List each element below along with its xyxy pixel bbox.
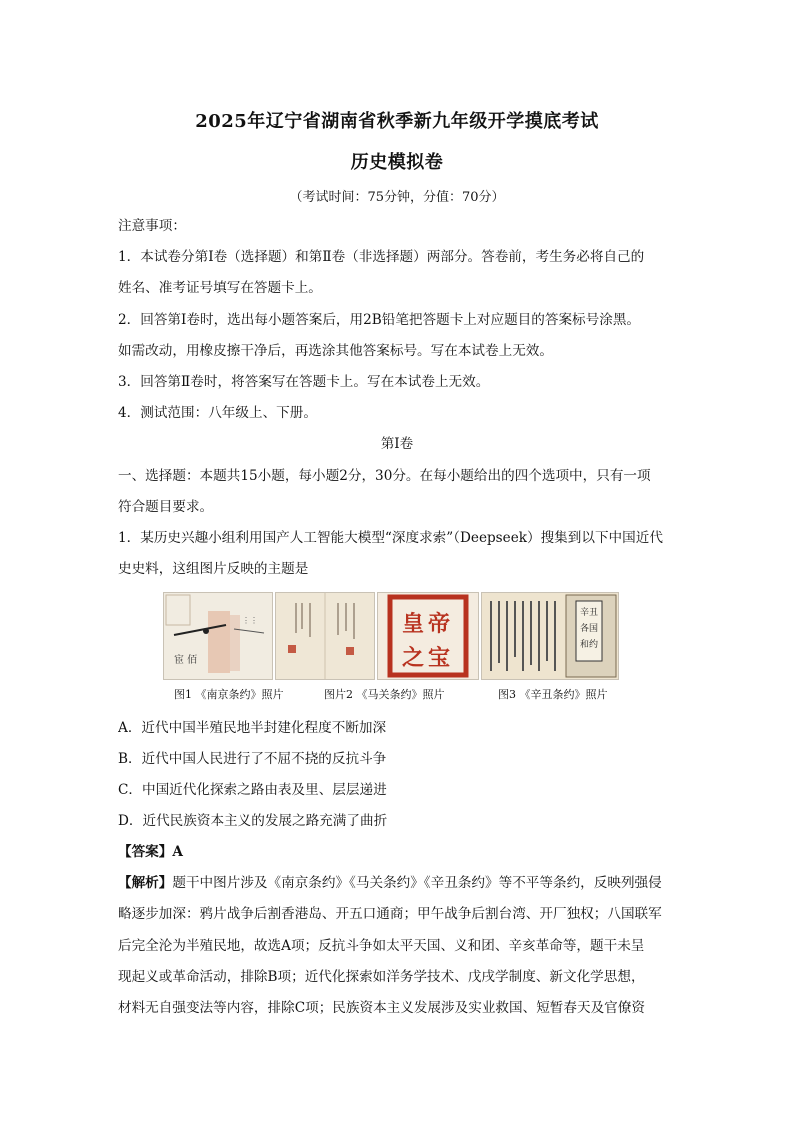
- analysis-head: 【解析】: [118, 875, 173, 891]
- seal-text-top: 皇帝: [401, 611, 455, 637]
- question-stem: 1．某历史兴趣小组利用国产人工智能大模型“深度求索”（Deepseek）搜集到以下中国近代: [118, 530, 663, 546]
- svg-text:宦 佰: 宦 佰: [174, 655, 198, 666]
- option-d: D．近代民族资本主义的发展之路充满了曲折: [118, 813, 388, 829]
- notes-line: 姓名、准考证号填写在答题卡上。: [118, 280, 322, 296]
- analysis-line: 后完全沦为半殖民地，故选A项；反抗斗争如太平天国、义和团、辛亥革命等，题干未呈: [118, 938, 645, 954]
- answer: 【答案】A: [118, 844, 183, 860]
- analysis-line: 略逐步加深：鸦片战争后割香港岛、开五口通商；甲午战争后割台湾、开厂独权；八国联军: [118, 906, 662, 922]
- notes-line: 3．回答第Ⅱ卷时，将答案写在答题卡上。写在本试卷上无效。: [118, 374, 490, 390]
- svg-text:和约: 和约: [579, 640, 599, 650]
- section-instruction: 一、选择题：本题共15小题，每小题2分，30分。在每小题给出的四个选项中，只有一项: [118, 468, 651, 484]
- figure-caption: 图片2 《马关条约》照片: [324, 688, 445, 701]
- option-a: A．近代中国半殖民地半封建化程度不断加深: [118, 720, 387, 736]
- exam-meta: （考试时间：75分钟，分值：70分）: [289, 190, 505, 205]
- figure-caption: 图1 《南京条约》照片: [174, 688, 284, 701]
- exam-subtitle: 历史模拟卷: [350, 152, 444, 173]
- figure-caption: 图3 《辛丑条约》照片: [498, 688, 608, 701]
- analysis-text: 题干中图片涉及《南京条约》《马关条约》《辛丑条约》等不平等条约，反映列强侵: [172, 875, 662, 891]
- svg-text:各国: 各国: [579, 624, 599, 634]
- notes-line: 如需改动，用橡皮擦干净后，再选涂其他答案标号。写在本试卷上无效。: [118, 343, 553, 359]
- notes-line: 1．本试卷分第Ⅰ卷（选择题）和第Ⅱ卷（非选择题）两部分。答卷前，考生务必将自己的: [118, 249, 645, 265]
- option-c: C．中国近代化探索之路由表及里、层层递进: [118, 782, 387, 798]
- notes-line: 4．测试范围：八年级上、下册。: [118, 405, 317, 421]
- exam-title: 2025年辽宁省湖南省秋季新九年级开学摸底考试: [195, 111, 599, 132]
- xinchou-treaty-photo: [481, 592, 619, 680]
- section-label: 第Ⅰ卷: [380, 436, 414, 452]
- imperial-seal-photo: [377, 592, 479, 680]
- notes-heading: 注意事项：: [118, 218, 186, 234]
- nanjing-treaty-photo: [163, 592, 273, 680]
- svg-text:⋮⋮: ⋮⋮: [242, 616, 258, 625]
- seal-text-bottom: 之宝: [401, 645, 455, 671]
- figure-strip: [163, 592, 617, 678]
- notes-line: 2．回答第Ⅰ卷时，选出每小题答案后，用2B铅笔把答题卡上对应题目的答案标号涂黑。: [118, 312, 641, 328]
- analysis-line: 材料无自强变法等内容，排除C项；民族资本主义发展涉及实业救国、短暂春天及官僚资: [118, 1000, 645, 1016]
- analysis-line: [118, 873, 683, 893]
- analysis-line: 现起义或革命活动，排除B项；近代化探索如洋务学技术、戊戌学制度、新文化学思想，: [118, 969, 645, 985]
- section-instruction: 符合题目要求。: [118, 499, 214, 515]
- svg-text:辛丑: 辛丑: [579, 608, 599, 618]
- option-b: B．近代中国人民进行了不屈不挠的反抗斗争: [118, 751, 387, 767]
- question-stem: 史史料，这组图片反映的主题是: [118, 561, 309, 577]
- maguan-treaty-photo: [275, 592, 375, 680]
